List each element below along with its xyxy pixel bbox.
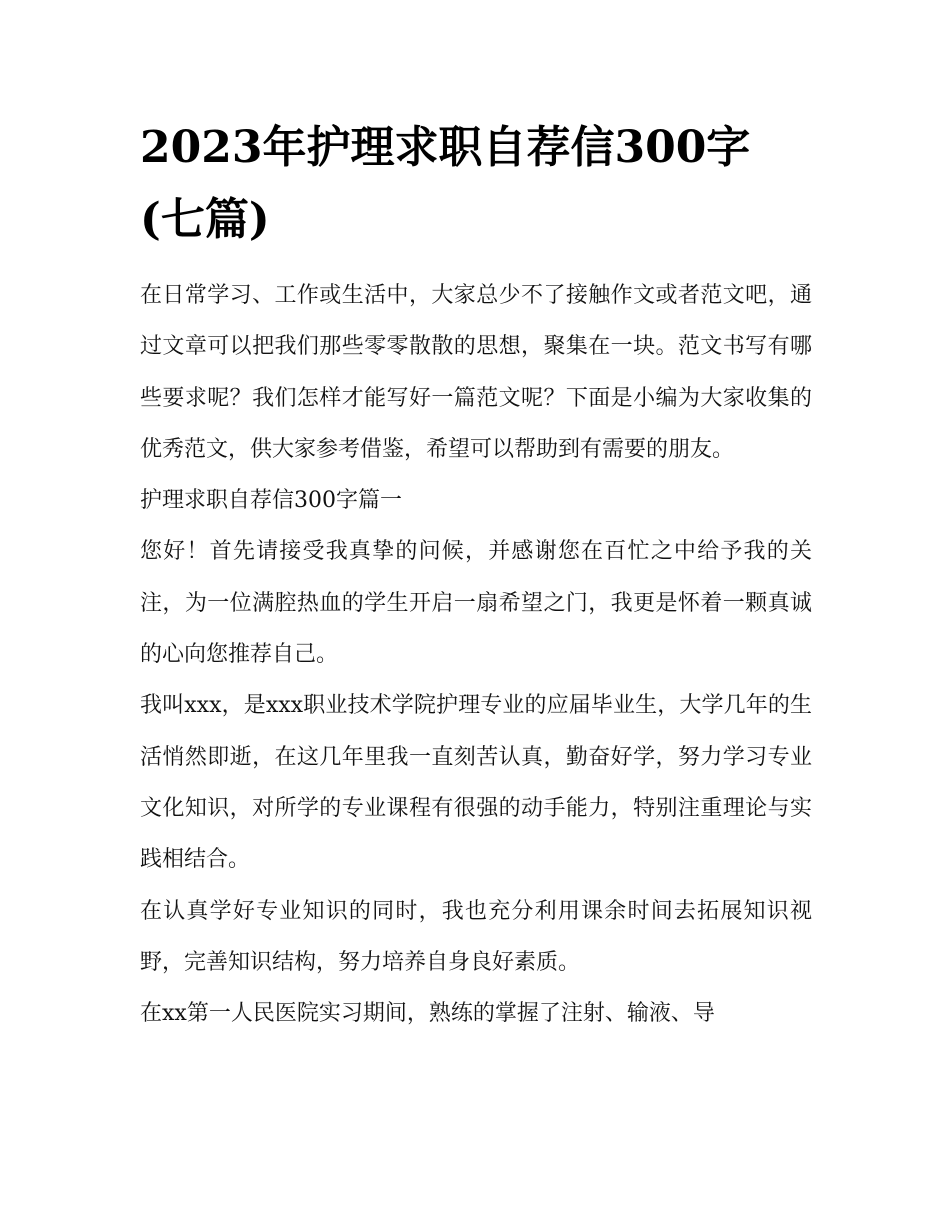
body-paragraph: 您好！首先请接受我真挚的问候，并感谢您在百忙之中给予我的关注，为一位满腔热血的学生开启一扇希望之门，我更是怀着一颗真诚的心向您推荐自己。 [140,539,812,668]
document-title: 2023年护理求职自荐信300字(七篇) [140,122,751,245]
section-heading: 护理求职自荐信300字篇一 [140,488,402,514]
body-paragraph: 我叫xxx，是xxx职业技术学院护理专业的应届毕业生，大学几年的生活悄然即逝，在这几年里我一直刻苦认真，勤奋好学，努力学习专业文化知识，对所学的专业课程有很强的动手能力，特别注重理论与实践相结合。 [140,693,812,873]
document-content [140,112,812,1039]
intro-paragraph: 在日常学习、工作或生活中，大家总少不了接触作文或者范文吧，通过文章可以把我们那些零零散散的思想，聚集在一块。范文书写有哪些要求呢？我们怎样才能写好一篇范文呢？下面是小编为大家收集的优秀范文，供大家参考借鉴，希望可以帮助到有需要的朋友。 [140,283,812,462]
body-paragraph: 在xx第一人民医院实习期间，熟练的掌握了注射、输液、导 [140,1001,715,1027]
document-body [140,270,812,1039]
body-paragraph: 在认真学好专业知识的同时，我也充分利用课余时间去拓展知识视野，完善知识结构，努力培养自身良好素质。 [140,898,812,975]
